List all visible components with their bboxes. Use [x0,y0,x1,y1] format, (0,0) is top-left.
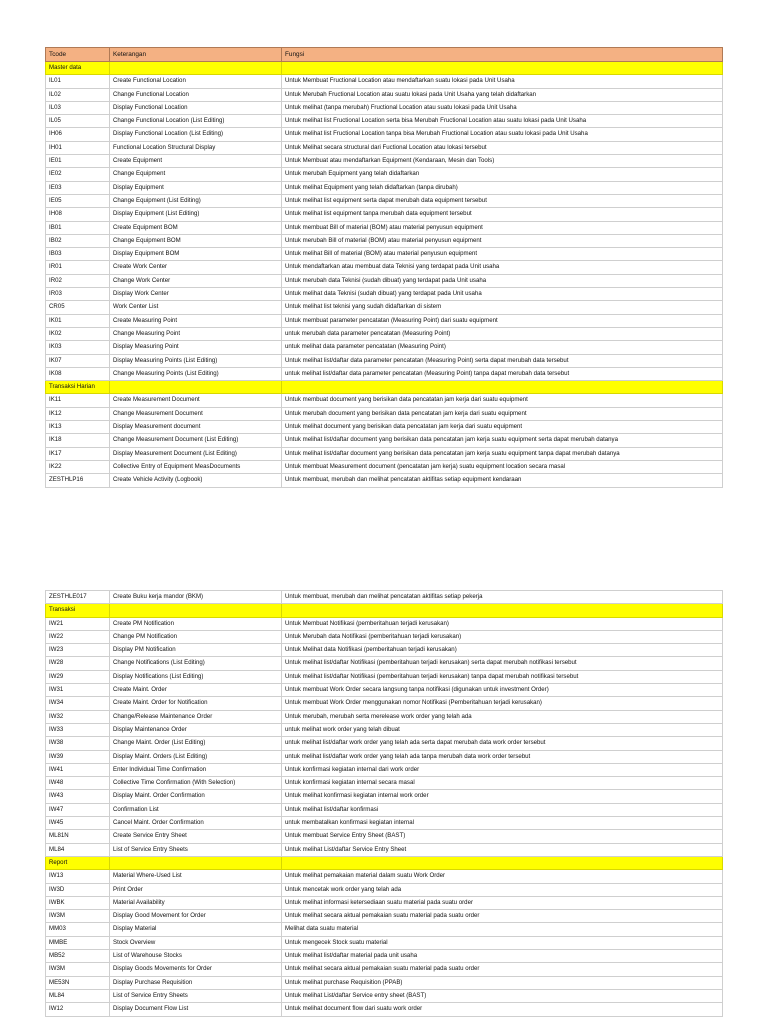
table-row [46,354,723,367]
fungsi-cell: Untuk melihat data Teknisi (sudah dibuat) yang terdapat pada Unit usaha [282,288,723,301]
keterangan-cell: Change Measuring Point [110,327,282,340]
tcode-cell: IK17 [46,447,110,460]
keterangan-cell: Enter Individual Time Confirmation [110,763,282,776]
keterangan-cell: Cancel Maint. Order Confirmation [110,817,282,830]
tcode-cell: IW32 [46,710,110,723]
table-row [46,434,723,447]
keterangan-cell: Change Measurement Document [110,407,282,420]
keterangan-cell: Change Measuring Points (List Editing) [110,367,282,380]
keterangan-cell: Display Maintenance Order [110,723,282,736]
table-row [46,274,723,287]
table-header-row [46,48,723,62]
table-row [46,976,723,989]
section-label: Transaksi Harian [46,381,110,394]
table-row [46,923,723,936]
fungsi-cell: Untuk Membuat Fructional Location atau mendaftarkan suatu lokasi pada Unit Usaha [282,75,723,88]
tcode-cell: IK08 [46,367,110,380]
keterangan-cell: Change Maint. Order (List Editing) [110,737,282,750]
table-row [46,777,723,790]
fungsi-cell: Untuk merubah Equipment yang telah didaftarkan [282,168,723,181]
fungsi-cell: Untuk merubah document yang berisikan data pencatatan jam kerja dari suatu equipment [282,407,723,420]
table-row [46,234,723,247]
table-row [46,248,723,261]
keterangan-cell: Display Equipment (List Editing) [110,208,282,221]
keterangan-cell: List of Warehouse Stocks [110,950,282,963]
tcode-cell: IK12 [46,407,110,420]
table-row [46,644,723,657]
table-row [46,474,723,487]
tcode-cell: IE03 [46,181,110,194]
tcode-cell: IR01 [46,261,110,274]
tcode-cell: IR02 [46,274,110,287]
keterangan-cell: Change/Release Maintenance Order [110,710,282,723]
table-row [46,141,723,154]
table-row [46,870,723,883]
fungsi-cell: Untuk melihat konfirmasi kegiatan internal work order [282,790,723,803]
tcode-cell: IH06 [46,128,110,141]
table-row [46,421,723,434]
fungsi-cell: Untuk membuat Measurement document (pencatatan jam kerja) suatu equipment location secara masal [282,460,723,473]
fungsi-cell: Untuk melihat purchase Requisition (PPAB) [282,976,723,989]
keterangan-cell: Create Measurement Document [110,394,282,407]
fungsi-cell: Untuk melihat secara aktual pemakaian suatu material pada suatu order [282,910,723,923]
fungsi-cell: Untuk melihat list teknisi yang sudah didaftarkan di sistem [282,301,723,314]
tcode-cell: IK18 [46,434,110,447]
fungsi-cell: Untuk membuat Work Order menggunakan nomor Notifikasi (Pemberitahuan terjadi kerusakan) [282,697,723,710]
table-row [46,194,723,207]
table-row [46,763,723,776]
fungsi-cell: Untuk Membuat Notifikasi (pemberitahuan terjadi kerusakan) [282,617,723,630]
table-row [46,883,723,896]
tcode-cell: IW31 [46,684,110,697]
table-row [46,208,723,221]
fungsi-cell: Untuk melihat list/daftar Notifikasi (pemberitahuan terjadi kerusakan) tanpa dapat merubah notifikasi tersebut [282,670,723,683]
section-empty-cell [282,381,723,394]
section-empty-cell [110,381,282,394]
tcode-cell: IK07 [46,354,110,367]
table-row [46,168,723,181]
section-empty-cell [110,604,282,617]
table-row [46,327,723,340]
section-empty-cell [282,856,723,869]
table-row [46,950,723,963]
keterangan-cell: Create Service Entry Sheet [110,830,282,843]
table-row [46,817,723,830]
keterangan-cell: Change Equipment BOM [110,234,282,247]
keterangan-cell: Change Equipment [110,168,282,181]
table-row [46,684,723,697]
keterangan-cell: Create Vehicle Activity (Logbook) [110,474,282,487]
tcode-cell: IW33 [46,723,110,736]
fungsi-cell: Untuk membuat, merubah dan melihat pencatatan aktifitas setiap pekerja [282,591,723,604]
table-row [46,591,723,604]
tcode-cell: IW38 [46,737,110,750]
table-row [46,963,723,976]
tcode-cell: IW21 [46,617,110,630]
table-row [46,367,723,380]
fungsi-cell: Untuk melihat informasi ketersediaan suatu material pada suatu order [282,896,723,909]
table-row [46,830,723,843]
keterangan-cell: Display Material [110,923,282,936]
keterangan-cell: Display Equipment BOM [110,248,282,261]
fungsi-cell: Untuk mengecek Stock suatu material [282,936,723,949]
tcode-cell: IW29 [46,670,110,683]
fungsi-cell: Untuk membuat Service Entry Sheet (BAST) [282,830,723,843]
keterangan-cell: Stock Overview [110,936,282,949]
keterangan-cell: Display Document Flow List [110,1003,282,1016]
fungsi-cell: untuk melihat data parameter pencatatan (Measuring Point) [282,341,723,354]
fungsi-cell: untuk melihat list/daftar work order yang telah ada serta dapat merubah data work order tersebut [282,737,723,750]
fungsi-cell: Untuk mendaftarkan atau membuat data Teknisi yang terdapat pada Unit usaha [282,261,723,274]
keterangan-cell: Display Measurement document [110,421,282,434]
table-row [46,460,723,473]
fungsi-cell: Untuk melihat list equipment tanpa merubah data equipment tersebut [282,208,723,221]
tcode-cell: IW13 [46,870,110,883]
fungsi-cell: Untuk konfirmasi kegiatan internal secara masal [282,777,723,790]
keterangan-cell: List of Service Entry Sheets [110,989,282,1002]
tcode-cell: IW43 [46,790,110,803]
tcode-cell: ML81N [46,830,110,843]
tcode-cell: IK22 [46,460,110,473]
table-row [46,710,723,723]
fungsi-cell: untuk merubah data parameter pencatatan (Measuring Point) [282,327,723,340]
section-empty-cell [110,62,282,75]
table-row [46,261,723,274]
keterangan-cell: Display Work Center [110,288,282,301]
keterangan-cell: Display Functional Location [110,101,282,114]
section-label: Report [46,856,110,869]
table-row [46,301,723,314]
fungsi-cell: Untuk melihat list/daftar document yang berisikan data pencatatan jam kerja suatu equipment serta dapat merubah datanya [282,434,723,447]
keterangan-cell: Create Measuring Point [110,314,282,327]
fungsi-cell: Untuk membuat Bill of material (BOM) atau material penyusun equipment [282,221,723,234]
keterangan-cell: Collective Entry of Equipment MeasDocuments [110,460,282,473]
section-row [46,381,723,394]
fungsi-cell: Untuk melihat List/daftar Service entry sheet (BAST) [282,989,723,1002]
fungsi-cell: Untuk membuat parameter pencatatan (Measuring Point) dari suatu equipment [282,314,723,327]
fungsi-cell: Untuk Melihat data Notifikasi (pemberitahuan terjadi kerusakan) [282,644,723,657]
table-row [46,750,723,763]
keterangan-cell: Change Functional Location (List Editing) [110,115,282,128]
table-row [46,896,723,909]
fungsi-cell: Untuk membuat Work Order secara langsung tanpa notifikasi (digunakan untuk investment Order) [282,684,723,697]
table-row [46,221,723,234]
keterangan-cell: Create Functional Location [110,75,282,88]
tcode-cell: MMBE [46,936,110,949]
fungsi-cell: Untuk merubah data Teknisi (sudah dibuat) yang terdapat pada Unit usaha [282,274,723,287]
tcode-cell: IB03 [46,248,110,261]
tcode-cell: ML84 [46,843,110,856]
keterangan-cell: Display PM Notification [110,644,282,657]
tcode-cell: IW3D [46,883,110,896]
fungsi-cell: Untuk merubah, merubah serta merelease work order yang telah ada [282,710,723,723]
keterangan-cell: Change Functional Location [110,88,282,101]
table-row [46,790,723,803]
table-row [46,803,723,816]
tcode-cell: IW48 [46,777,110,790]
tcode-cell: IWBK [46,896,110,909]
tcode-cell: IL02 [46,88,110,101]
tcode-cell: IL01 [46,75,110,88]
tcode-cell: ZESTHLE017 [46,591,110,604]
table-row [46,314,723,327]
keterangan-cell: Material Where-Used List [110,870,282,883]
tcode-cell: IW34 [46,697,110,710]
tcode-cell: IK03 [46,341,110,354]
keterangan-cell: Display Functional Location (List Editing) [110,128,282,141]
tcode-table-transaksi [45,590,722,1017]
keterangan-cell: Create Work Center [110,261,282,274]
tcode-cell: ML84 [46,989,110,1002]
fungsi-cell: Untuk melihat list/daftar material pada unit usaha [282,950,723,963]
keterangan-cell: Material Availability [110,896,282,909]
fungsi-cell: Untuk melihat pemakaian material dalam suatu Work Order [282,870,723,883]
fungsi-cell: Untuk melihat document yang berisikan data pencatatan jam kerja dari suatu equipment [282,421,723,434]
fungsi-cell: Untuk melihat (tanpa merubah) Fructional Location atau suatu lokasi pada Unit Usaha [282,101,723,114]
fungsi-cell: Untuk Merubah data Notifikasi (pemberitahuan terjadi kerusakan) [282,630,723,643]
keterangan-cell: Display Maint. Orders (List Editing) [110,750,282,763]
section-label: Transaksi [46,604,110,617]
tcode-cell: IW3M [46,910,110,923]
keterangan-cell: Change Measurement Document (List Editing) [110,434,282,447]
keterangan-cell: Display Measuring Point [110,341,282,354]
fungsi-cell: Untuk merubah Bill of material (BOM) atau material penyusun equipment [282,234,723,247]
table-row [46,115,723,128]
section-row [46,62,723,75]
tcode-cell: IL05 [46,115,110,128]
header-tcode: Tcode [46,48,110,62]
tcode-cell: MM03 [46,923,110,936]
tcode-cell: IK01 [46,314,110,327]
table-row [46,341,723,354]
tcode-cell: IE02 [46,168,110,181]
section-label: Master data [46,62,110,75]
tcode-cell: IW47 [46,803,110,816]
fungsi-cell: untuk membatalkan konfirmasi kegiatan internal [282,817,723,830]
table-row [46,697,723,710]
tcode-cell: IE05 [46,194,110,207]
keterangan-cell: Display Notifications (List Editing) [110,670,282,683]
fungsi-cell: Melihat data suatu material [282,923,723,936]
table-row [46,630,723,643]
keterangan-cell: Print Order [110,883,282,896]
table-row [46,101,723,114]
tcode-cell: IH01 [46,141,110,154]
tcode-cell: IW39 [46,750,110,763]
fungsi-cell: Untuk melihat list Fructional Location serta bisa Merubah Fructional Location atau suatu lokasi pada Unit Usaha [282,115,723,128]
fungsi-cell: Untuk melihat document flow dari suatu work order [282,1003,723,1016]
keterangan-cell: Display Measuring Points (List Editing) [110,354,282,367]
keterangan-cell: Create Maint. Order for Notification [110,697,282,710]
fungsi-cell: Untuk melihat list equipment serta dapat merubah data equipment tersebut [282,194,723,207]
section-empty-cell [282,62,723,75]
keterangan-cell: Create Equipment [110,155,282,168]
tcode-cell: IW3M [46,963,110,976]
fungsi-cell: Untuk Merubah Fructional Location atau suatu lokasi pada Unit Usaha yang telah didaftarkan [282,88,723,101]
tcode-table-master [45,47,722,488]
keterangan-cell: Display Equipment [110,181,282,194]
keterangan-cell: Change Work Center [110,274,282,287]
keterangan-cell: Display Purchase Requisition [110,976,282,989]
keterangan-cell: Confirmation List [110,803,282,816]
section-empty-cell [110,856,282,869]
fungsi-cell: Untuk melihat Equipment yang telah didaftarkan (tanpa dirubah) [282,181,723,194]
fungsi-cell: Untuk melihat list/daftar data parameter pencatatan (Measuring Point) serta dapat merubah data tersebut [282,354,723,367]
keterangan-cell: Create PM Notification [110,617,282,630]
section-row [46,856,723,869]
keterangan-cell: Create Buku kerja mandor (BKM) [110,591,282,604]
table-row [46,128,723,141]
tcode-cell: ME53N [46,976,110,989]
header-fungsi: Fungsi [282,48,723,62]
fungsi-cell: Untuk mencetak work order yang telah ada [282,883,723,896]
table-row [46,670,723,683]
table-row [46,723,723,736]
table-row [46,910,723,923]
table-row [46,447,723,460]
tcode-cell: IR03 [46,288,110,301]
keterangan-cell: Display Good Movement for Order [110,910,282,923]
tcode-cell: IK02 [46,327,110,340]
fungsi-cell: Untuk melihat list/daftar Notifikasi (pemberitahuan terjadi kerusakan) serta dapat merubah notifikasi tersebut [282,657,723,670]
tcode-cell: MB52 [46,950,110,963]
keterangan-cell: Functional Location Structural Display [110,141,282,154]
fungsi-cell: untuk melihat list/daftar data parameter pencatatan (Measuring Point) tanpa dapat merubah data tersebut [282,367,723,380]
tcode-cell: IL03 [46,101,110,114]
tcode-cell: CR05 [46,301,110,314]
header-keterangan: Keterangan [110,48,282,62]
table-row [46,155,723,168]
keterangan-cell: Display Measurement Document (List Editing) [110,447,282,460]
fungsi-cell: Untuk melihat list/daftar konfirmasi [282,803,723,816]
tcode-cell: IW41 [46,763,110,776]
table-row [46,75,723,88]
fungsi-cell: Untuk melihat Bill of material (BOM) atau material penyusun equipment [282,248,723,261]
table-row [46,288,723,301]
keterangan-cell: List of Service Entry Sheets [110,843,282,856]
fungsi-cell: untuk melihat list/daftar work order yang telah ada tanpa merubah data work order tersebut [282,750,723,763]
fungsi-cell: Untuk konfirmasi kegiatan internal dari work order [282,763,723,776]
section-empty-cell [282,604,723,617]
keterangan-cell: Display Goods Movements for Order [110,963,282,976]
table-row [46,737,723,750]
keterangan-cell: Change Notifications (List Editing) [110,657,282,670]
tcode-cell: IH08 [46,208,110,221]
tcode-cell: IK13 [46,421,110,434]
tcode-cell: IW12 [46,1003,110,1016]
table-row [46,843,723,856]
table-row [46,394,723,407]
table-row [46,617,723,630]
tcode-cell: IE01 [46,155,110,168]
keterangan-cell: Create Maint. Order [110,684,282,697]
fungsi-cell: Untuk Melihat secara structural dari Fuctional Location atau lokasi tersebut [282,141,723,154]
keterangan-cell: Display Maint. Order Confirmation [110,790,282,803]
keterangan-cell: Change Equipment (List Editing) [110,194,282,207]
tcode-cell: IW28 [46,657,110,670]
keterangan-cell: Collective Time Confirmation (With Selection) [110,777,282,790]
table-row [46,657,723,670]
tcode-cell: ZESTHLP16 [46,474,110,487]
keterangan-cell: Create Equipment BOM [110,221,282,234]
fungsi-cell: Untuk melihat list Fructional Location tanpa bisa Merubah Fructional Location atau suatu lokasi pada Unit Usaha [282,128,723,141]
section-row [46,604,723,617]
table-row [46,88,723,101]
tcode-cell: IW22 [46,630,110,643]
keterangan-cell: Change PM Notification [110,630,282,643]
fungsi-cell: Untuk membuat, merubah dan melihat pencatatan aktifitas setiap equipment kendaraan [282,474,723,487]
tcode-cell: IB01 [46,221,110,234]
fungsi-cell: Untuk membuat document yang berisikan data pencatatan jam kerja dari suatu equipment [282,394,723,407]
table-row [46,1003,723,1016]
table-row [46,936,723,949]
table-row [46,407,723,420]
keterangan-cell: Work Center List [110,301,282,314]
tcode-cell: IK11 [46,394,110,407]
tcode-cell: IB02 [46,234,110,247]
fungsi-cell: Untuk Membuat atau mendaftarkan Equipment (Kendaraan, Mesin dan Tools) [282,155,723,168]
tcode-cell: IW23 [46,644,110,657]
fungsi-cell: untuk melihat work order yang telah dibuat [282,723,723,736]
table-row [46,989,723,1002]
fungsi-cell: Untuk melihat secara aktual pemakaian suatu material pada suatu order [282,963,723,976]
fungsi-cell: Untuk melihat list/daftar document yang berisikan data pencatatan jam kerja suatu equipment tanpa dapat merubah datanya [282,447,723,460]
fungsi-cell: Untuk melihat List/daftar Service Entry Sheet [282,843,723,856]
tcode-cell: IW45 [46,817,110,830]
table-row [46,181,723,194]
